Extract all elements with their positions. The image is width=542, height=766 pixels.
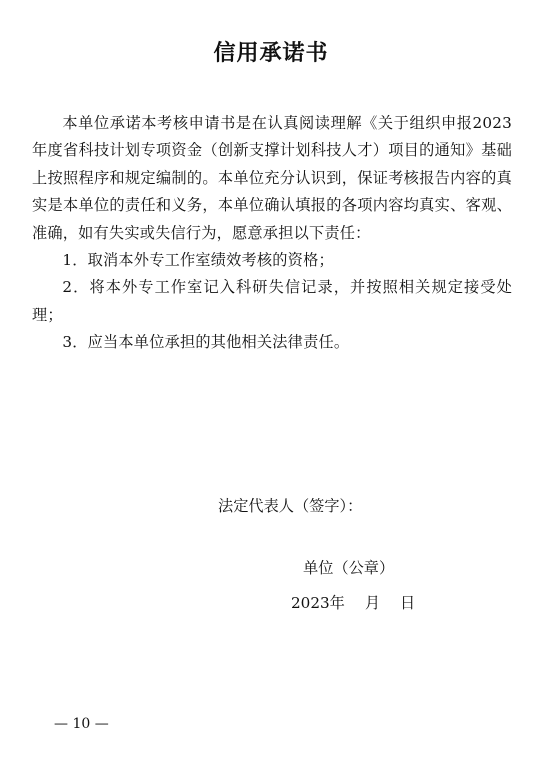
intro-paragraph: 本单位承诺本考核申请书是在认真阅读理解《关于组织申报2023年度省科技计划专项资金（创新支撑计划科技人才）项目的通知》基础上按照程序和规定编制的。本单位充分认识到，保证考核报告内容的真实是本单位的责任和义务，本单位确认填报的各项内容均真实、客观、准确，如有失实或失信行为，愿意承担以下责任： bbox=[32, 114, 512, 242]
document-body bbox=[32, 110, 512, 357]
responsibility-item-3: 3．应当本单位承担的其他相关法律责任。 bbox=[62, 333, 350, 352]
unit-seal-line: 单位（公章） bbox=[303, 559, 395, 577]
signature-date: 2023年 月 日 bbox=[291, 594, 416, 612]
document-title: 信用承诺书 bbox=[213, 40, 329, 66]
responsibility-item-2: 2．将本外专工作室记入科研失信记录，并按照相关规定接受处理； bbox=[32, 278, 512, 324]
responsibility-item-1: 1．取消本外专工作室绩效考核的资格； bbox=[62, 251, 334, 270]
legal-representative-signature-line: 法定代表人（签字）： bbox=[218, 497, 363, 515]
page-number: — 10 — bbox=[54, 716, 109, 732]
